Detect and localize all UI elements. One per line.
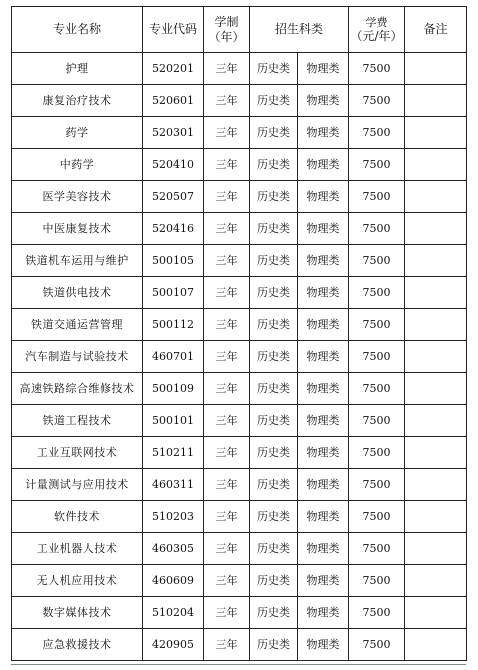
row-duration: 三年 xyxy=(204,213,250,245)
row-major-name: 计量测试与应用技术 xyxy=(12,469,143,501)
row-major-name: 铁道供电技术 xyxy=(12,277,143,309)
row-duration: 三年 xyxy=(204,469,250,501)
row-category-physics: 物理类 xyxy=(298,405,349,437)
row-category-history: 历史类 xyxy=(250,149,298,181)
row-major-code: 510204 xyxy=(143,597,204,629)
table-row xyxy=(12,277,467,309)
row-category-history: 历史类 xyxy=(250,629,298,661)
row-category-physics: 物理类 xyxy=(298,629,349,661)
row-remarks xyxy=(405,213,467,245)
table-row xyxy=(12,341,467,373)
row-remarks xyxy=(405,53,467,85)
row-category-history: 历史类 xyxy=(250,597,298,629)
row-major-code: 500107 xyxy=(143,277,204,309)
row-duration: 三年 xyxy=(204,245,250,277)
row-major-code: 500112 xyxy=(143,309,204,341)
row-duration: 三年 xyxy=(204,149,250,181)
row-category-physics: 物理类 xyxy=(298,277,349,309)
row-major-name: 中药学 xyxy=(12,149,143,181)
row-major-code: 510211 xyxy=(143,437,204,469)
row-category-physics: 物理类 xyxy=(298,469,349,501)
row-major-name: 护理 xyxy=(12,53,143,85)
row-fee: 7500 xyxy=(349,117,405,149)
row-major-name: 铁道机车运用与维护 xyxy=(12,245,143,277)
row-fee: 7500 xyxy=(349,213,405,245)
row-category-history: 历史类 xyxy=(250,405,298,437)
row-duration: 三年 xyxy=(204,533,250,565)
row-remarks xyxy=(405,405,467,437)
row-major-name: 中医康复技术 xyxy=(12,213,143,245)
row-category-history: 历史类 xyxy=(250,437,298,469)
row-category-history: 历史类 xyxy=(250,277,298,309)
row-duration: 三年 xyxy=(204,629,250,661)
bottom-rule xyxy=(11,664,466,665)
header-duration-line1: 学制 xyxy=(214,15,239,30)
table-row xyxy=(12,565,467,597)
row-major-code: 520601 xyxy=(143,85,204,117)
row-major-name: 铁道工程技术 xyxy=(12,405,143,437)
table-row xyxy=(12,469,467,501)
row-remarks xyxy=(405,629,467,661)
row-major-name: 铁道交通运营管理 xyxy=(12,309,143,341)
row-fee: 7500 xyxy=(349,373,405,405)
row-category-history: 历史类 xyxy=(250,213,298,245)
row-remarks xyxy=(405,501,467,533)
header-fee-line2: （元/年） xyxy=(350,28,403,43)
row-category-physics: 物理类 xyxy=(298,85,349,117)
row-major-name: 汽车制造与试验技术 xyxy=(12,341,143,373)
row-fee: 7500 xyxy=(349,469,405,501)
row-major-code: 520507 xyxy=(143,181,204,213)
row-remarks xyxy=(405,341,467,373)
table-row xyxy=(12,405,467,437)
table-body xyxy=(12,53,467,661)
row-major-code: 520301 xyxy=(143,117,204,149)
row-major-code: 520416 xyxy=(143,213,204,245)
table-row xyxy=(12,501,467,533)
row-major-name: 工业互联网技术 xyxy=(12,437,143,469)
row-major-name: 工业机器人技术 xyxy=(12,533,143,565)
table-row xyxy=(12,85,467,117)
row-major-code: 420905 xyxy=(143,629,204,661)
row-remarks xyxy=(405,565,467,597)
row-remarks xyxy=(405,117,467,149)
row-fee: 7500 xyxy=(349,629,405,661)
row-category-physics: 物理类 xyxy=(298,437,349,469)
row-category-physics: 物理类 xyxy=(298,181,349,213)
row-major-code: 520410 xyxy=(143,149,204,181)
row-category-history: 历史类 xyxy=(250,469,298,501)
row-category-physics: 物理类 xyxy=(298,501,349,533)
row-duration: 三年 xyxy=(204,501,250,533)
table-row xyxy=(12,437,467,469)
header-remarks: 备注 xyxy=(405,7,467,53)
row-major-name: 软件技术 xyxy=(12,501,143,533)
row-remarks xyxy=(405,309,467,341)
row-duration: 三年 xyxy=(204,565,250,597)
row-duration: 三年 xyxy=(204,277,250,309)
row-category-physics: 物理类 xyxy=(298,565,349,597)
table-row xyxy=(12,53,467,85)
row-category-history: 历史类 xyxy=(250,245,298,277)
row-category-history: 历史类 xyxy=(250,565,298,597)
row-major-code: 520201 xyxy=(143,53,204,85)
row-remarks xyxy=(405,469,467,501)
row-major-code: 460609 xyxy=(143,565,204,597)
row-major-code: 460701 xyxy=(143,341,204,373)
row-remarks xyxy=(405,245,467,277)
row-fee: 7500 xyxy=(349,341,405,373)
row-fee: 7500 xyxy=(349,309,405,341)
row-major-code: 500109 xyxy=(143,373,204,405)
row-major-name: 康复治疗技术 xyxy=(12,85,143,117)
row-fee: 7500 xyxy=(349,437,405,469)
row-category-physics: 物理类 xyxy=(298,373,349,405)
table-row xyxy=(12,117,467,149)
row-major-code: 510203 xyxy=(143,501,204,533)
table-row xyxy=(12,373,467,405)
row-duration: 三年 xyxy=(204,405,250,437)
row-duration: 三年 xyxy=(204,341,250,373)
row-fee: 7500 xyxy=(349,181,405,213)
table-row xyxy=(12,181,467,213)
row-category-physics: 物理类 xyxy=(298,213,349,245)
row-duration: 三年 xyxy=(204,85,250,117)
row-major-name: 医学美容技术 xyxy=(12,181,143,213)
row-category-history: 历史类 xyxy=(250,501,298,533)
table-row xyxy=(12,213,467,245)
row-major-code: 460311 xyxy=(143,469,204,501)
row-major-name: 无人机应用技术 xyxy=(12,565,143,597)
row-major-name: 应急救援技术 xyxy=(12,629,143,661)
row-remarks xyxy=(405,437,467,469)
row-remarks xyxy=(405,597,467,629)
row-category-history: 历史类 xyxy=(250,341,298,373)
row-remarks xyxy=(405,149,467,181)
row-category-physics: 物理类 xyxy=(298,341,349,373)
row-category-physics: 物理类 xyxy=(298,597,349,629)
row-fee: 7500 xyxy=(349,245,405,277)
header-duration-line2: （年） xyxy=(208,29,245,44)
header-major-code: 专业代码 xyxy=(143,7,204,53)
row-fee: 7500 xyxy=(349,501,405,533)
row-category-physics: 物理类 xyxy=(298,245,349,277)
header-row xyxy=(12,7,467,53)
header-duration xyxy=(204,7,250,53)
row-category-history: 历史类 xyxy=(250,533,298,565)
row-category-history: 历史类 xyxy=(250,181,298,213)
row-category-physics: 物理类 xyxy=(298,309,349,341)
row-fee: 7500 xyxy=(349,149,405,181)
row-remarks xyxy=(405,85,467,117)
row-remarks xyxy=(405,373,467,405)
row-duration: 三年 xyxy=(204,181,250,213)
row-fee: 7500 xyxy=(349,533,405,565)
table-row xyxy=(12,597,467,629)
row-major-code: 460305 xyxy=(143,533,204,565)
row-major-code: 500105 xyxy=(143,245,204,277)
row-duration: 三年 xyxy=(204,597,250,629)
table-row xyxy=(12,533,467,565)
table-row xyxy=(12,149,467,181)
table-row xyxy=(12,629,467,661)
row-category-physics: 物理类 xyxy=(298,149,349,181)
row-duration: 三年 xyxy=(204,309,250,341)
row-remarks xyxy=(405,277,467,309)
header-fee-line1: 学费 xyxy=(365,15,388,29)
row-duration: 三年 xyxy=(204,437,250,469)
row-category-physics: 物理类 xyxy=(298,117,349,149)
header-major-name: 专业名称 xyxy=(12,7,143,53)
row-category-history: 历史类 xyxy=(250,85,298,117)
row-major-name: 数字媒体技术 xyxy=(12,597,143,629)
row-category-history: 历史类 xyxy=(250,53,298,85)
row-category-physics: 物理类 xyxy=(298,53,349,85)
row-duration: 三年 xyxy=(204,117,250,149)
row-fee: 7500 xyxy=(349,277,405,309)
majors-table xyxy=(11,6,467,661)
row-fee: 7500 xyxy=(349,597,405,629)
row-fee: 7500 xyxy=(349,405,405,437)
header-fee xyxy=(349,7,405,53)
row-remarks xyxy=(405,533,467,565)
row-fee: 7500 xyxy=(349,85,405,117)
table-row xyxy=(12,245,467,277)
row-fee: 7500 xyxy=(349,565,405,597)
row-duration: 三年 xyxy=(204,373,250,405)
row-category-history: 历史类 xyxy=(250,373,298,405)
row-major-code: 500101 xyxy=(143,405,204,437)
row-duration: 三年 xyxy=(204,53,250,85)
row-remarks xyxy=(405,181,467,213)
header-category: 招生科类 xyxy=(250,7,349,53)
row-category-physics: 物理类 xyxy=(298,533,349,565)
row-category-history: 历史类 xyxy=(250,309,298,341)
row-category-history: 历史类 xyxy=(250,117,298,149)
row-major-name: 高速铁路综合维修技术 xyxy=(12,373,143,405)
table-row xyxy=(12,309,467,341)
row-major-name: 药学 xyxy=(12,117,143,149)
row-fee: 7500 xyxy=(349,53,405,85)
